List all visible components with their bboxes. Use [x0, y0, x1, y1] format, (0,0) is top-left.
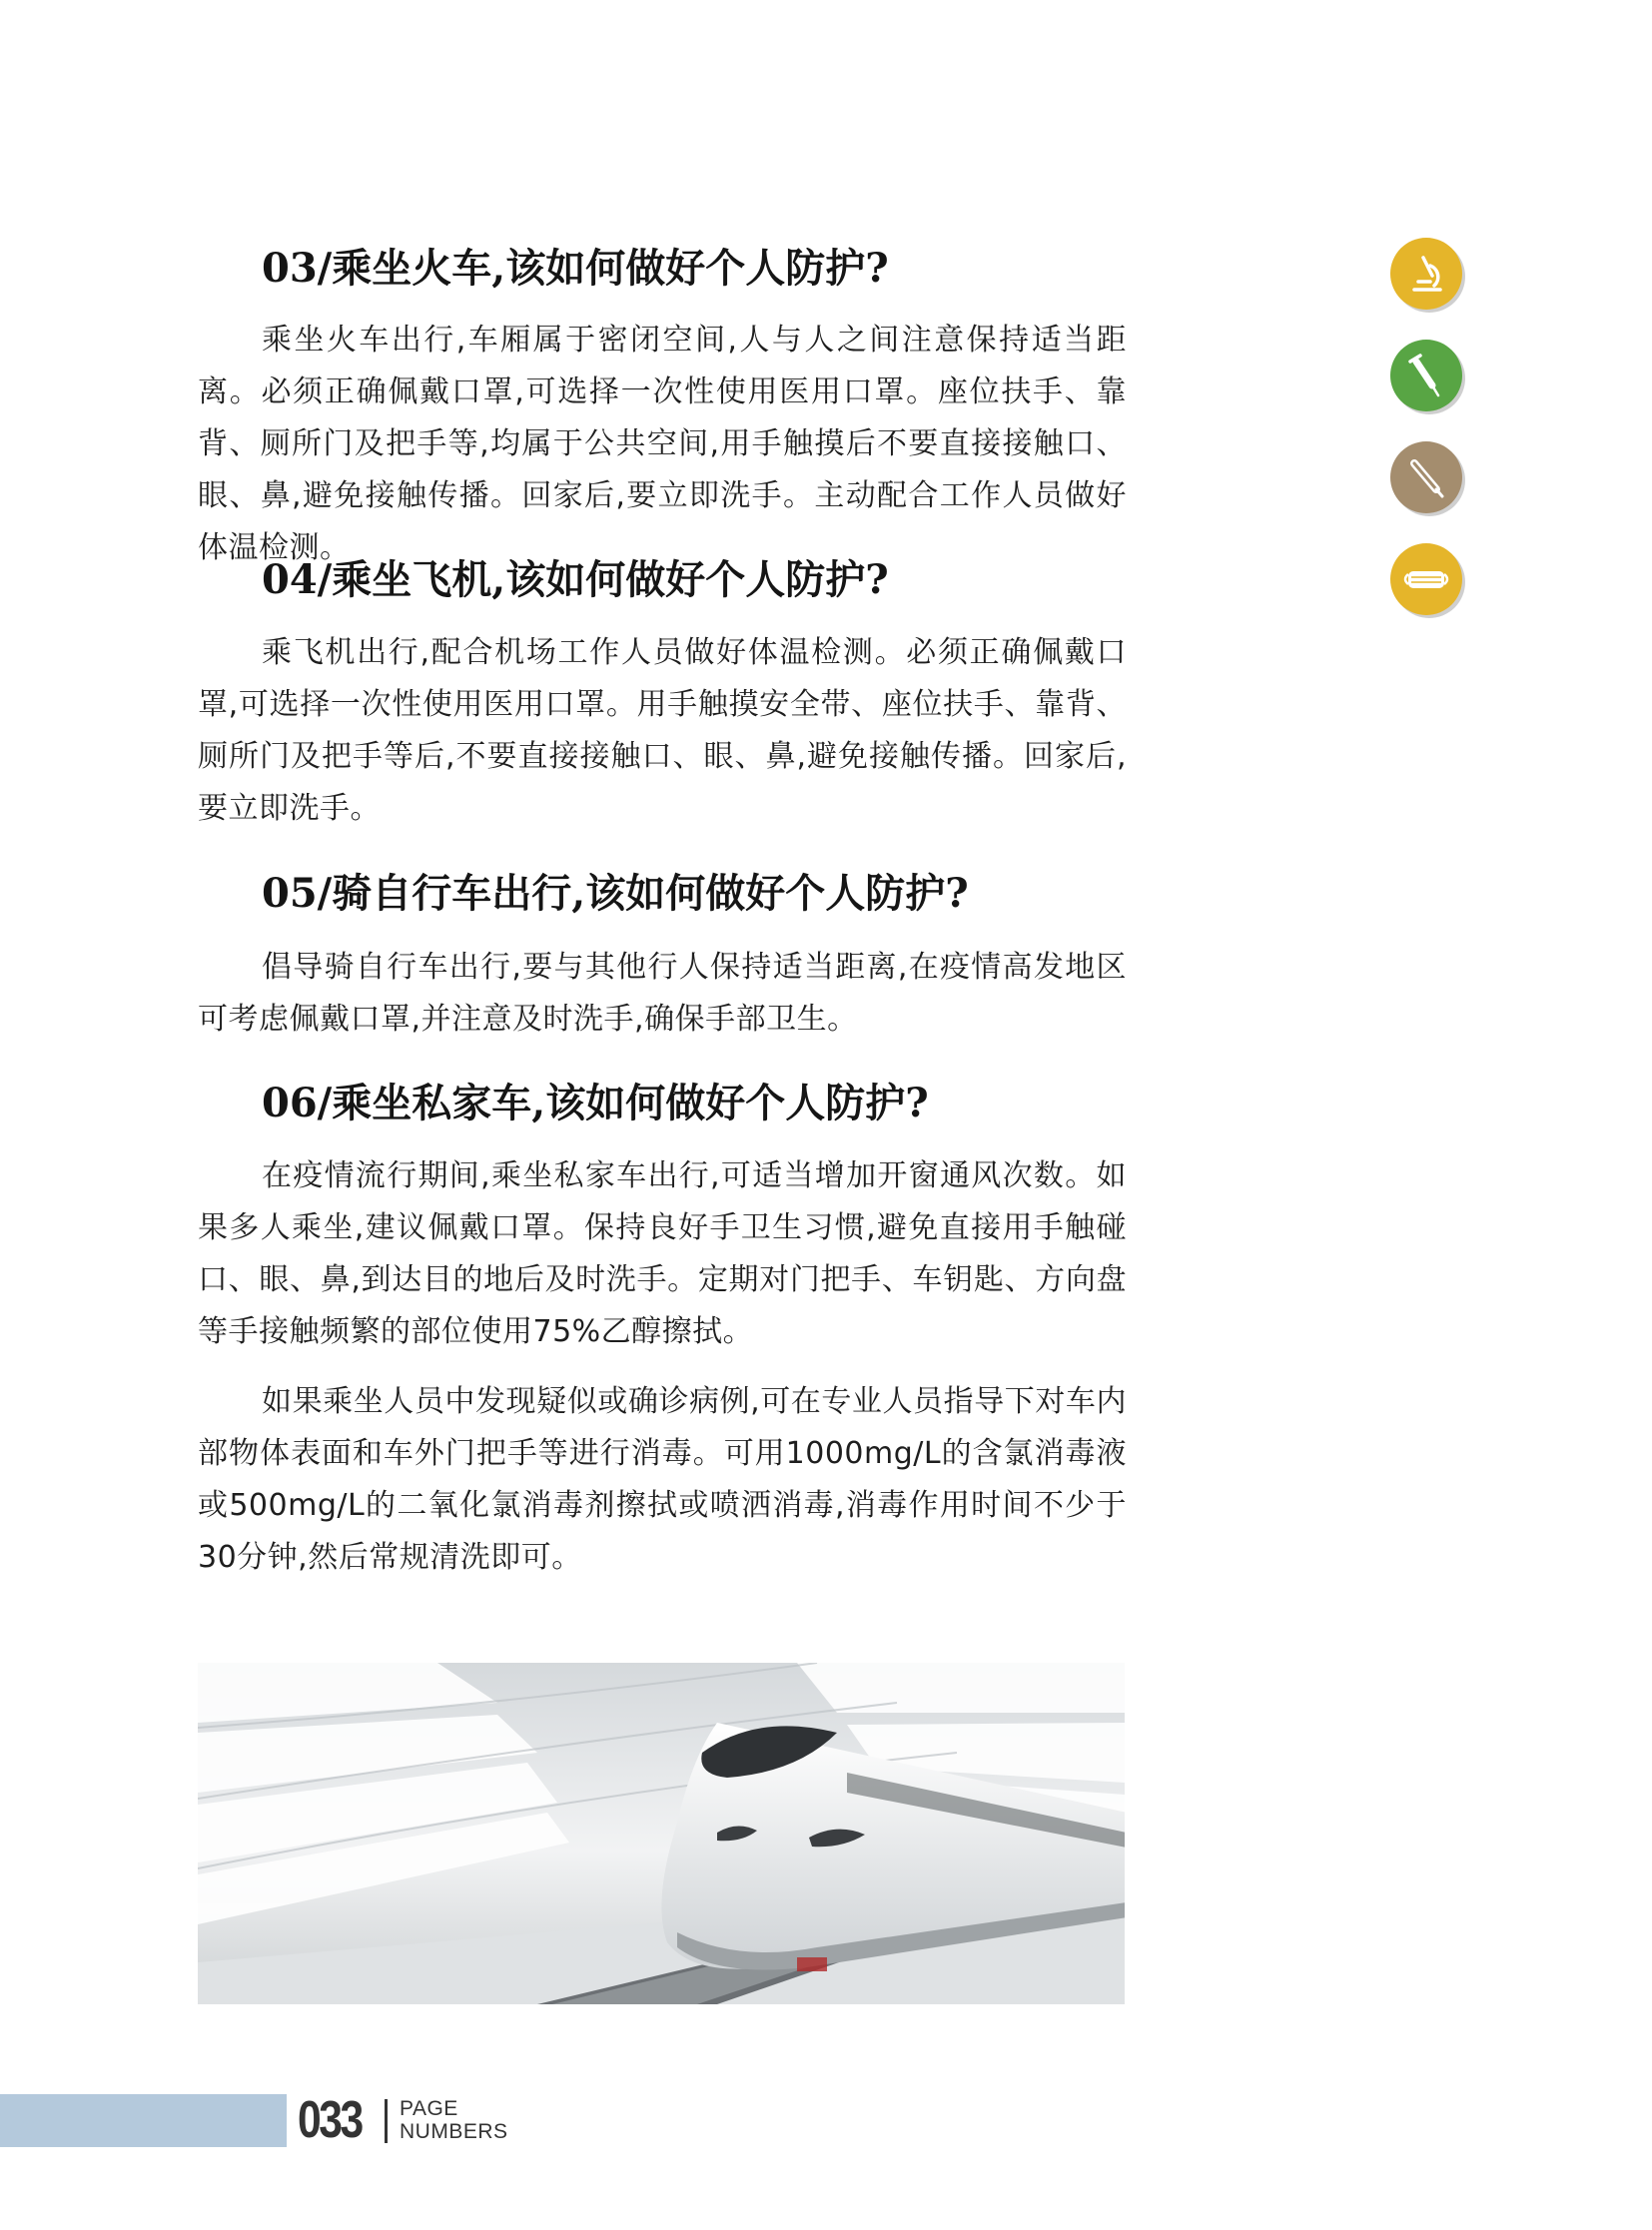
section-title-03: 03/乘坐火车,该如何做好个人防护? [262, 245, 889, 292]
thermometer-icon [1390, 441, 1466, 517]
train-tunnel-photo [198, 1663, 1125, 2004]
section-06-paragraph-2: 如果乘坐人员中发现疑似或确诊病例,可在专业人员指导下对车内部物体表面和车外门把手等进行消毒。可用1000mg/L的含氯消毒液或500mg/L的二氧化氯消毒剂擦拭或喷洒消毒,消毒作用时间不少于30分钟,然后常规清洗即可。 [198, 1384, 1127, 1575]
section-04-paragraph: 乘飞机出行,配合机场工作人员做好体温检测。必须正确佩戴口罩,可选择一次性使用医用口罩。用手触摸安全带、座位扶手、靠背、厕所门及把手等后,不要直接接触口、眼、鼻,避免接触传播。回家后,要立即洗手。 [198, 635, 1127, 826]
section-title-04: 04/乘坐飞机,该如何做好个人防护? [262, 556, 889, 603]
section-05-paragraph: 倡导骑自行车出行,要与其他行人保持适当距离,在疫情高发地区可考虑佩戴口罩,并注意及时洗手,确保手部卫生。 [198, 950, 1127, 1037]
footer-color-bar [0, 2094, 287, 2147]
microscope-icon [1390, 238, 1466, 314]
section-06-paragraph-1: 在疫情流行期间,乘坐私家车出行,可适当增加开窗通风次数。如果多人乘坐,建议佩戴口罩。保持良好手卫生习惯,避免直接用手触碰口、眼、鼻,到达目的地后及时洗手。定期对门把手、车钥匙、方向盘等手接触频繁的部位使用75%乙醇擦拭。 [198, 1158, 1127, 1349]
page-label-line1: PAGE [400, 2097, 458, 2120]
section-03-paragraph: 乘坐火车出行,车厢属于密闭空间,人与人之间注意保持适当距离。必须正确佩戴口罩,可选择一次性使用医用口罩。座位扶手、靠背、厕所门及把手等,均属于公共空间,用手触摸后不要直接接触口、眼、鼻,避免接触传播。回家后,要立即洗手。主动配合工作人员做好体温检测。 [198, 323, 1127, 565]
page-label-line2: NUMBERS [400, 2120, 508, 2143]
section-title-05: 05/骑自行车出行,该如何做好个人防护? [262, 870, 969, 917]
page-label [400, 2097, 508, 2143]
syringe-icon [1390, 340, 1466, 415]
page-number: 033 [298, 2091, 362, 2149]
page-number-divider [385, 2099, 388, 2143]
mask-icon [1390, 543, 1466, 619]
section-title-06: 06/乘坐私家车,该如何做好个人防护? [262, 1080, 929, 1126]
